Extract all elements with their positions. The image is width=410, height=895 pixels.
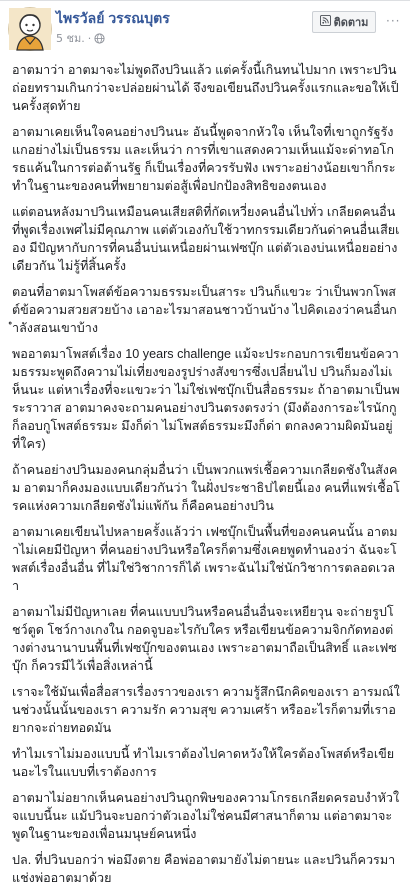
author-name[interactable]: ไพรวัลย์ วรรณบุตร: [56, 10, 170, 26]
post-paragraph: ถ้าคนอย่างปวินมองคนกลุ่มอื่นว่า เป็นพวกแพร่เชื้อความเกลียดชังในสังคม อาตมาก็คงมองแบบเดียวกันว่า ในฝั่งประชาธิปไตยนี้เอง คนที่แพร่เชื้อโรคแห่งความเกลียดชังไม่แพ้กัน ก็คือคนอย่างปวิน: [12, 463, 400, 513]
post-paragraph: ตอนที่อาตมาโพสต์ข้อความธรรมะเป็นสาระ ปวินก็แขวะ ว่าเป็นพวกโพสต์ข้อความสวยสวยบ้าง เอาอะไรมาสอนชาวบ้านบ้าง ไปคิดเองว่าคนอื่นกำลังสอนเขาบ้าง: [12, 285, 397, 335]
post-meta: 5 ชม. ·: [56, 29, 105, 47]
post-paragraph: เราจะใช้มันเพื่อสื่อสารเรื่องราวของเรา ความรู้สึกนึกคิดของเรา อารมณ์ในช่วงนั้นนั้นของเรา ความรัก ความสุข ความเศร้า หรืออะไรก็ตามที่เราอยากจะถ่ายทอดมัน: [12, 685, 400, 735]
globe-icon: [94, 33, 105, 44]
post-paragraph: อาตมาไม่อยากเห็นคนอย่างปวินถูกพิษของความโกรธเกลียดครอบงำหัวใจแบบนี้นะ แม้ปวินจะบอกว่าตัวเองไม่ใช่คนมีศาสนาก็ตาม แต่อาตมาจะพูดในฐานะของเพื่อนมนุษย์คนหนึ่ง: [12, 791, 400, 841]
post-paragraph: พออาตมาโพสต์เรื่อง 10 years challenge แม้จะประกอบการเขียนข้อความธรรมะพูดถึงความไม่เที่ยงของรูปร่างสังขารซึ่งเปลี่ยนไป ปวินก็มองไม่เห็นนะ แต่หาเรื่องที่จะแขวะว่า ไม่ใช่เฟซบุ๊กเป็นสื่อธรรมะ ถ้าอาตมาเป็นพระราวาส อาตมาคงจะถามคนอย่างปวินตรงตรงว่า (มึงต้องการอะไรนักกู ก็ลอบกูโพสต์ธรรมะ มึงก็ด่า ไม่โพสต์ธรรมะมึงก็ด่า ตกลงความผิดมันอยู่ที่ใคร): [12, 347, 400, 451]
post-header: [0, 1, 410, 59]
post-paragraph: อาตมาไม่มีปัญหาเลย ที่คนแบบปวินหรือคนอื่นอื่นจะเหยียวุน จะถ่ายรูปโชว์ตูด โชว์กางเกงใน กอดจูบอะไรกับใคร หรือเขียนข้อความจิกกัดทองต่างต่างนานาบนพื้นที่เฟซบุ๊กของตนเอง เพราะอาตมาถือเป็นสิทธิ์ และเฟซบุ๊ก ก็ควรมีไว้เพื่อสิ่งเหล่านี้: [12, 605, 397, 673]
post-paragraph: อาตมาเคยเขียนไปหลายครั้งแล้วว่า เฟซบุ๊กเป็นพื้นที่ของคนคนนั้น อาตมาไม่เคยมีปัญหา ที่คนอย่างปวินหรือใครก็ตามซึ่งเคยพูดทำนองว่า ฉันจะโพสต์เรื่องอื่นอื่น ที่ไม่ใช่วิชาการก็ได้ เพราะฉันไม่ใช่นักวิชาการตลอดเวลา: [12, 525, 398, 593]
post-paragraph: ทำไมเราไม่มองแบบนี้ ทำไมเราต้องไปคาดหวังให้ใครต้องโพสต์หรือเขียนอะไรในแบบที่เราต้องการ: [12, 747, 395, 779]
post-time[interactable]: 5 ชม.: [56, 32, 85, 45]
post-paragraph: ปล. ที่ปวินบอกว่า พ่อมึงตาย คือพ่ออาตมายังไม่ตายนะ และปวินก็ควรมาแช่งพ่ออาตมาด้วย: [12, 853, 396, 885]
post-paragraph: แต่ตอนหลังมาปวินเหมือนคนเสียสติที่กัดเหวี่ยงคนอื่นไปทั่ว เกลียดคนอื่นที่พูดเรื่องเพศไม่มีคุณภาพ แต่ตัวเองกับใช้วาทกรรมเดียวกันด่าคนอื่นเสียเอง มีปัญหากับการที่คนอื่นบ่นเหนื่อยผ่านเฟซบุ๊ก แต่ตัวเองบ่นเหนื่อยอย่างเดียวกัน ไม่รู้ที่สิ้นครั้ง: [12, 205, 400, 273]
avatar[interactable]: [8, 7, 52, 51]
follow-label: ติดตาม: [333, 17, 369, 29]
post-body: [12, 61, 400, 895]
rss-feed-icon: [320, 15, 331, 29]
post-paragraph: อาตมาว่า อาตมาจะไม่พูดถึงปวินแล้ว แต่ครั้งนี้เกินทนไปมาก เพราะปวินถ่อยทรามเกินกว่าจะปล่อยผ่านได้ จึงขอเขียนถึงปวินครั้งแรกและขอให้เป็นครั้งสุดท้าย: [12, 63, 399, 113]
follow-button[interactable]: [312, 11, 376, 33]
more-options-icon[interactable]: ···: [386, 14, 401, 28]
post-paragraph: อาตมาเคยเห็นใจคนอย่างปวินนะ อันนี้พูดจากหัวใจ เห็นใจที่เขาถูกรัฐรังแกอย่างไม่เป็นธรรม และเห็นว่า การที่เขาแสดงความเห็นแม้จะด่าทอโกรธแค้นในการต่อต้านรัฐ ก็เป็นเรื่องที่ควรรับฟัง เพราะอย่างน้อยเขาก็กระทำในฐานะของคนที่พยายามต่อสู้เพื่อปกป้องสิทธิของตนเอง: [12, 125, 396, 193]
avatar-illustration: [9, 8, 51, 50]
